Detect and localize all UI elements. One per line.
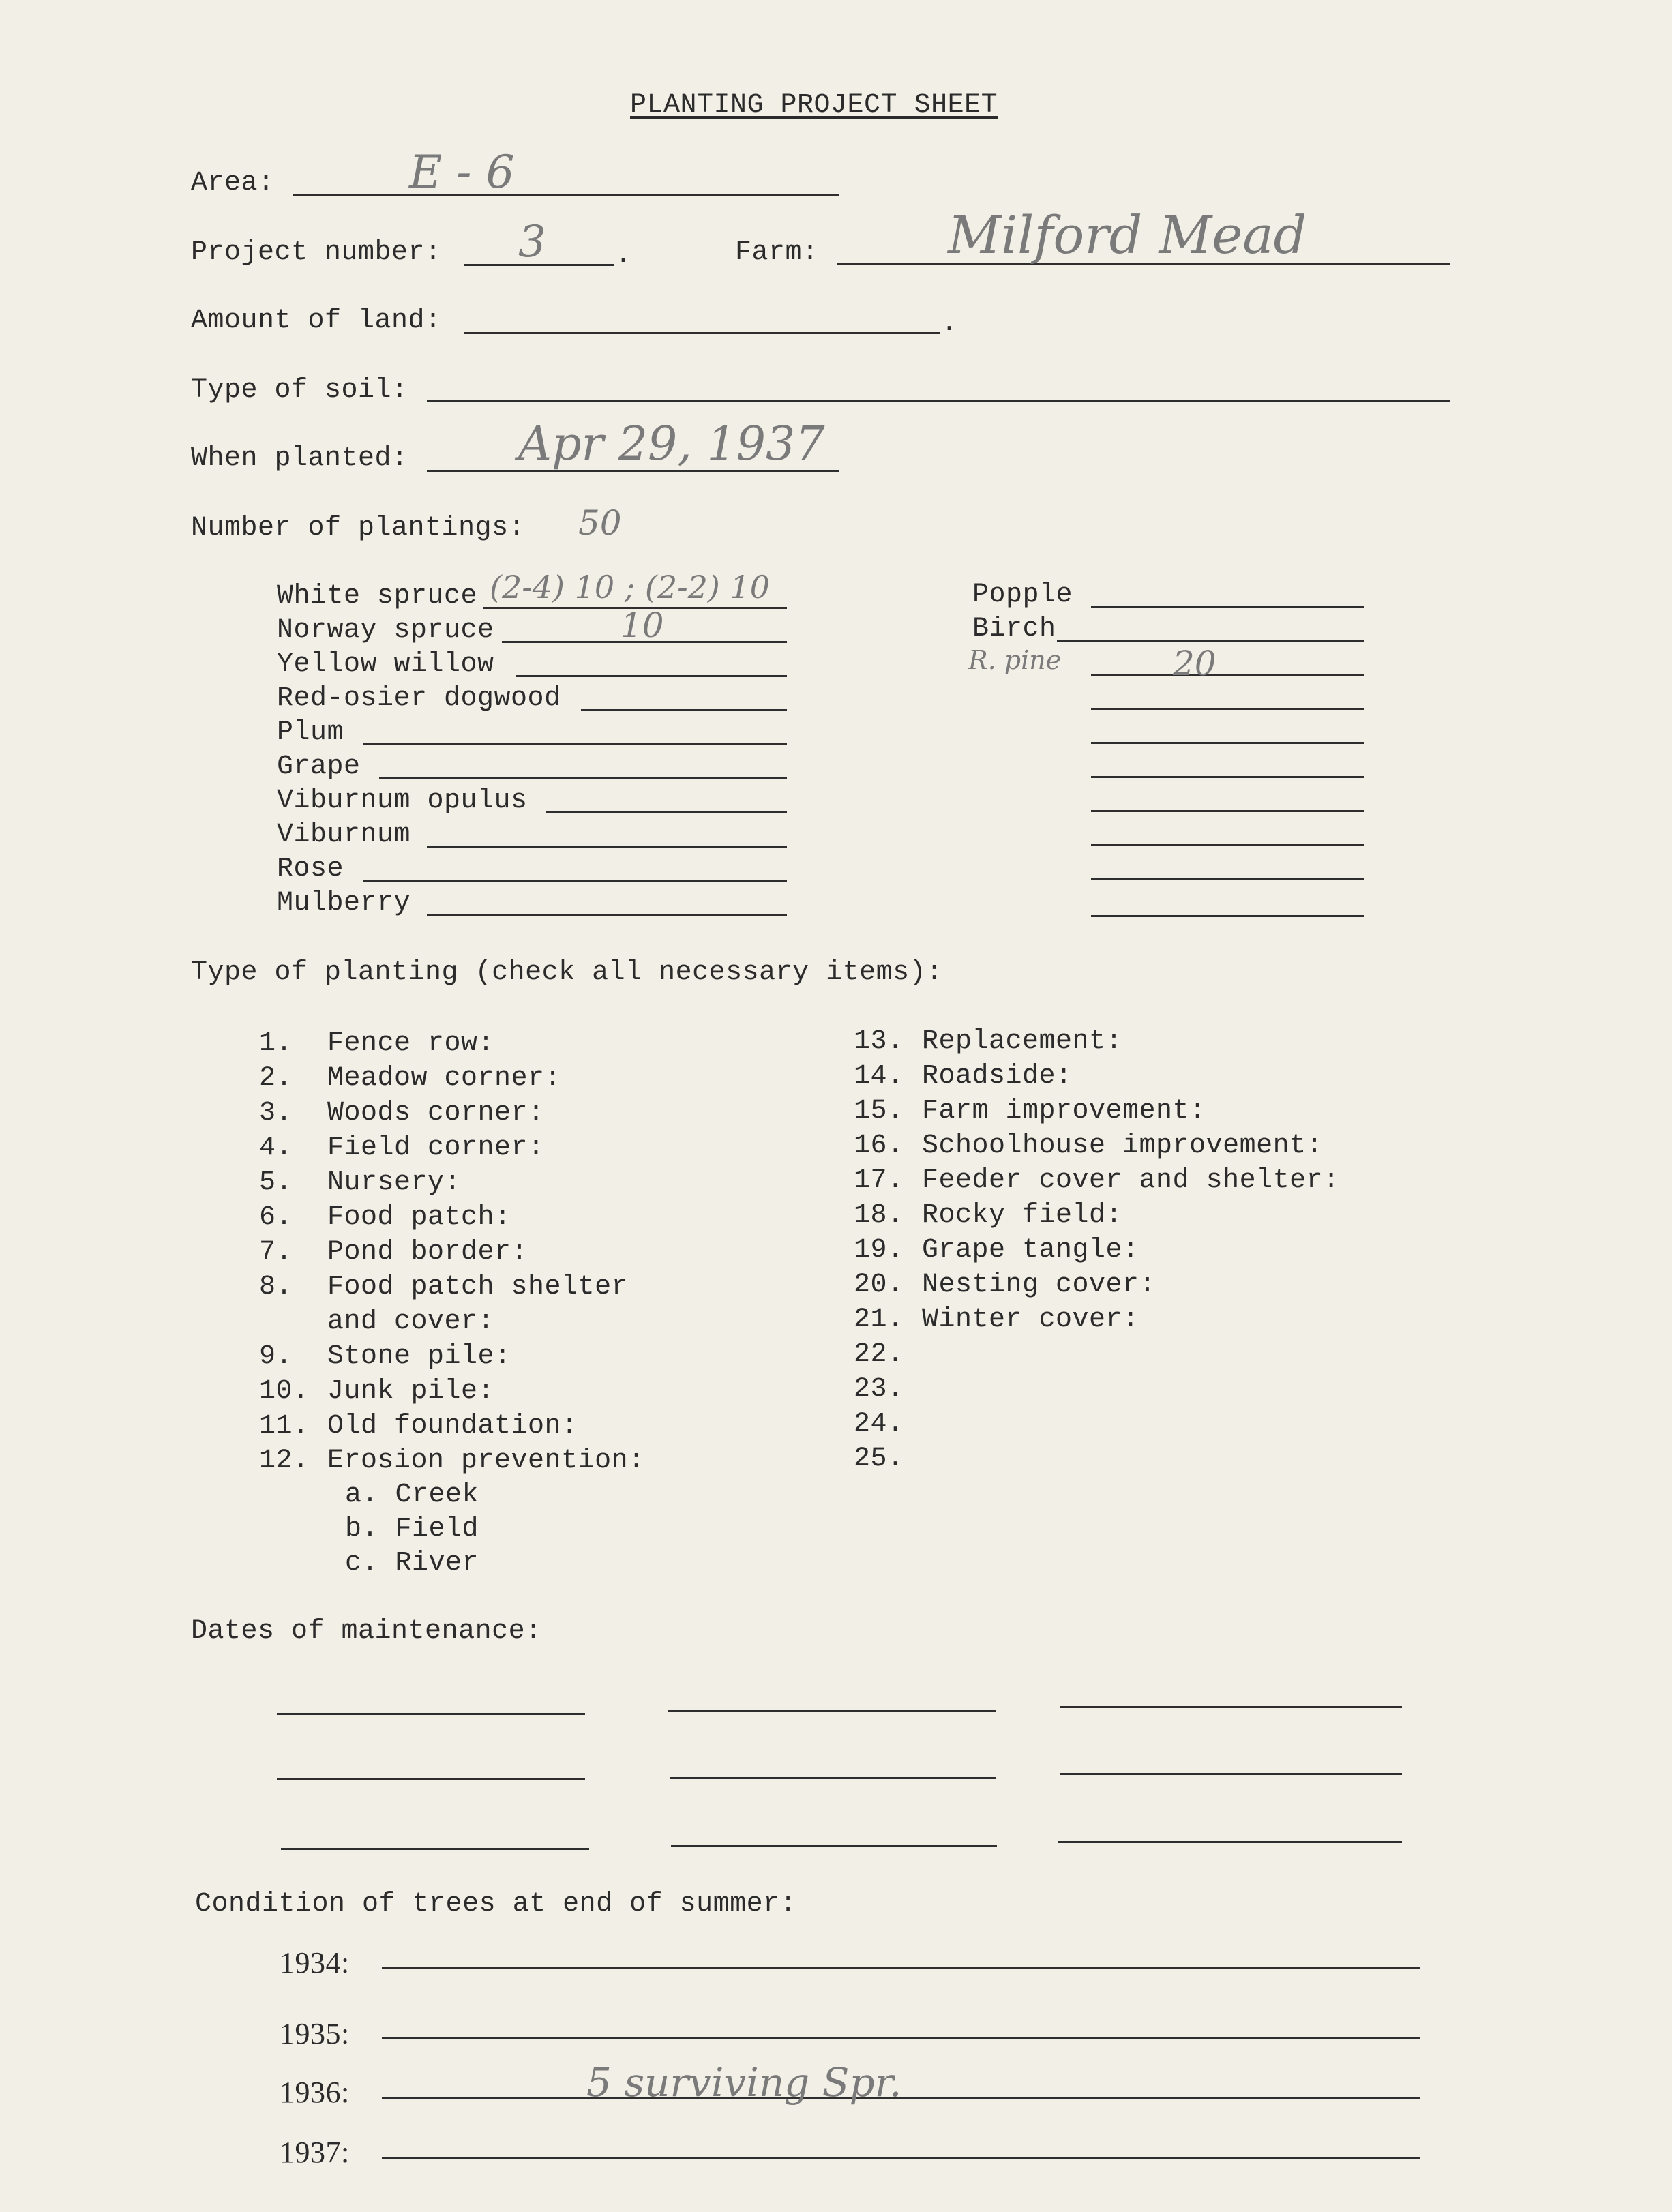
- type-num: 3.: [259, 1098, 293, 1129]
- species-line[interactable]: [1091, 915, 1364, 917]
- species-name: Red-osier dogwood: [277, 683, 561, 714]
- condition-year: 1934:: [280, 1946, 350, 1979]
- type-num: 12.: [259, 1446, 310, 1476]
- type-num: 4.: [259, 1133, 293, 1163]
- amount-line[interactable]: [464, 332, 940, 334]
- species-line[interactable]: [581, 709, 787, 711]
- planted-value: Apr 29, 1937: [518, 417, 825, 471]
- maintenance-label: Dates of maintenance:: [191, 1616, 542, 1647]
- species-line[interactable]: [1091, 776, 1364, 778]
- species-name: Grape: [277, 751, 361, 782]
- species-value: (2-4) 10 ; (2-2) 10: [490, 569, 770, 606]
- type-num: 7.: [259, 1237, 293, 1268]
- project-number-label: Project number:: [191, 237, 442, 268]
- species-name: Viburnum opulus: [277, 786, 528, 816]
- condition-line[interactable]: [382, 1967, 1420, 1969]
- condition-line[interactable]: [382, 2157, 1420, 2159]
- type-label[interactable]: Food patch:: [327, 1202, 511, 1233]
- plantings-value: 50: [578, 503, 622, 543]
- project-number-suffix: .: [615, 240, 632, 271]
- species-name: White spruce: [277, 581, 478, 612]
- species-value: 20: [1173, 644, 1216, 683]
- condition-value: 5 surviving Spr.: [586, 2059, 902, 2106]
- species-line[interactable]: [1091, 810, 1364, 812]
- species-name: Norway spruce: [277, 615, 494, 646]
- type-label[interactable]: Schoolhouse improvement:: [922, 1131, 1324, 1161]
- species-name: Plum: [277, 717, 344, 748]
- maintenance-date-line[interactable]: [277, 1778, 585, 1780]
- type-label[interactable]: Meadow corner:: [327, 1063, 562, 1094]
- species-line[interactable]: [1091, 878, 1364, 880]
- type-num: 19.: [854, 1235, 904, 1266]
- type-num: 20.: [854, 1270, 904, 1300]
- maintenance-date-line[interactable]: [277, 1713, 585, 1715]
- condition-label: Condition of trees at end of summer:: [195, 1889, 797, 1919]
- type-label[interactable]: Feeder cover and shelter:: [922, 1165, 1340, 1196]
- maintenance-date-line[interactable]: [668, 1710, 996, 1712]
- type-num: 23.: [854, 1374, 904, 1405]
- species-name: Yellow willow: [277, 649, 494, 680]
- species-name: Rose: [277, 854, 344, 884]
- amount-label: Amount of land:: [191, 305, 442, 336]
- species-name: Viburnum: [277, 820, 411, 850]
- planted-label: When planted:: [191, 443, 408, 474]
- maintenance-date-line[interactable]: [1060, 1773, 1402, 1775]
- type-label[interactable]: Rocky field:: [922, 1200, 1123, 1231]
- type-label[interactable]: Food patch shelter: [327, 1272, 629, 1302]
- type-num: 5.: [259, 1167, 293, 1198]
- type-num: 14.: [854, 1061, 904, 1092]
- condition-line[interactable]: [382, 2037, 1420, 2039]
- maintenance-date-line[interactable]: [1060, 1706, 1402, 1708]
- type-num: 9.: [259, 1341, 293, 1372]
- condition-year: 1936:: [280, 2076, 350, 2109]
- species-line[interactable]: [363, 743, 787, 745]
- area-label: Area:: [191, 168, 275, 198]
- maintenance-date-line[interactable]: [671, 1845, 997, 1847]
- type-label[interactable]: Grape tangle:: [922, 1235, 1139, 1266]
- erosion-option[interactable]: c. River: [345, 1548, 479, 1579]
- erosion-option[interactable]: b. Field: [345, 1514, 479, 1544]
- type-label[interactable]: Fence row:: [327, 1028, 495, 1059]
- type-label[interactable]: Pond border:: [327, 1237, 528, 1268]
- type-num: 13.: [854, 1026, 904, 1057]
- condition-year: 1937:: [280, 2136, 350, 2169]
- maintenance-date-line[interactable]: [281, 1848, 589, 1850]
- farm-value: Milford Mead: [948, 205, 1307, 265]
- type-label[interactable]: and cover:: [327, 1306, 495, 1337]
- type-label[interactable]: Winter cover:: [922, 1304, 1139, 1335]
- type-label[interactable]: Roadside:: [922, 1061, 1073, 1092]
- species-line[interactable]: [1091, 708, 1364, 710]
- type-num: 6.: [259, 1202, 293, 1233]
- species-value: 10: [621, 606, 664, 645]
- plantings-label: Number of plantings:: [191, 513, 526, 543]
- condition-year: 1935:: [280, 2017, 350, 2050]
- type-num: 10.: [259, 1376, 310, 1407]
- farm-label: Farm:: [735, 237, 819, 268]
- type-num: 15.: [854, 1096, 904, 1126]
- type-label[interactable]: Field corner:: [327, 1133, 545, 1163]
- soil-label: Type of soil:: [191, 375, 408, 406]
- species-name: Popple: [972, 580, 1073, 610]
- amount-suffix: .: [941, 308, 958, 339]
- type-label[interactable]: Old foundation:: [327, 1411, 578, 1441]
- species-name: R. pine: [968, 645, 1062, 675]
- type-num: 8.: [259, 1272, 293, 1302]
- type-label[interactable]: Nursery:: [327, 1167, 462, 1198]
- type-num: 17.: [854, 1165, 904, 1196]
- species-name: Mulberry: [277, 888, 411, 918]
- type-num: 16.: [854, 1131, 904, 1161]
- erosion-option[interactable]: a. Creek: [345, 1480, 479, 1510]
- type-num: 18.: [854, 1200, 904, 1231]
- type-heading: Type of planting (check all necessary items):: [191, 957, 943, 988]
- soil-line[interactable]: [427, 400, 1450, 402]
- type-label[interactable]: Erosion prevention:: [327, 1446, 645, 1476]
- type-num: 25.: [854, 1444, 904, 1474]
- type-num: 22.: [854, 1339, 904, 1370]
- species-line[interactable]: [546, 811, 787, 813]
- type-num: 24.: [854, 1409, 904, 1439]
- page-title: PLANTING PROJECT SHEET: [630, 90, 998, 121]
- type-label[interactable]: Junk pile:: [327, 1376, 495, 1407]
- maintenance-date-line[interactable]: [1058, 1841, 1402, 1843]
- species-line[interactable]: [427, 846, 787, 848]
- type-label[interactable]: Woods corner:: [327, 1098, 545, 1129]
- species-line[interactable]: [363, 880, 787, 882]
- species-line[interactable]: [1057, 640, 1364, 642]
- species-line[interactable]: [516, 675, 787, 677]
- maintenance-date-line[interactable]: [670, 1777, 996, 1779]
- project-number-value: 3: [518, 217, 546, 267]
- type-label[interactable]: Farm improvement:: [922, 1096, 1206, 1126]
- type-label[interactable]: Stone pile:: [327, 1341, 511, 1372]
- type-label[interactable]: Replacement:: [922, 1026, 1123, 1057]
- species-name: Birch: [972, 614, 1056, 644]
- type-num: 21.: [854, 1304, 904, 1335]
- area-line[interactable]: [293, 194, 839, 196]
- type-num: 2.: [259, 1063, 293, 1094]
- species-line[interactable]: [1091, 742, 1364, 744]
- species-line[interactable]: [1091, 674, 1364, 676]
- type-num: 11.: [259, 1411, 310, 1441]
- area-value: E - 6: [409, 146, 515, 198]
- species-line[interactable]: [379, 777, 787, 779]
- type-label[interactable]: Nesting cover:: [922, 1270, 1156, 1300]
- species-line[interactable]: [1091, 844, 1364, 846]
- species-line[interactable]: [427, 914, 787, 916]
- species-line[interactable]: [1091, 606, 1364, 608]
- type-num: 1.: [259, 1028, 293, 1059]
